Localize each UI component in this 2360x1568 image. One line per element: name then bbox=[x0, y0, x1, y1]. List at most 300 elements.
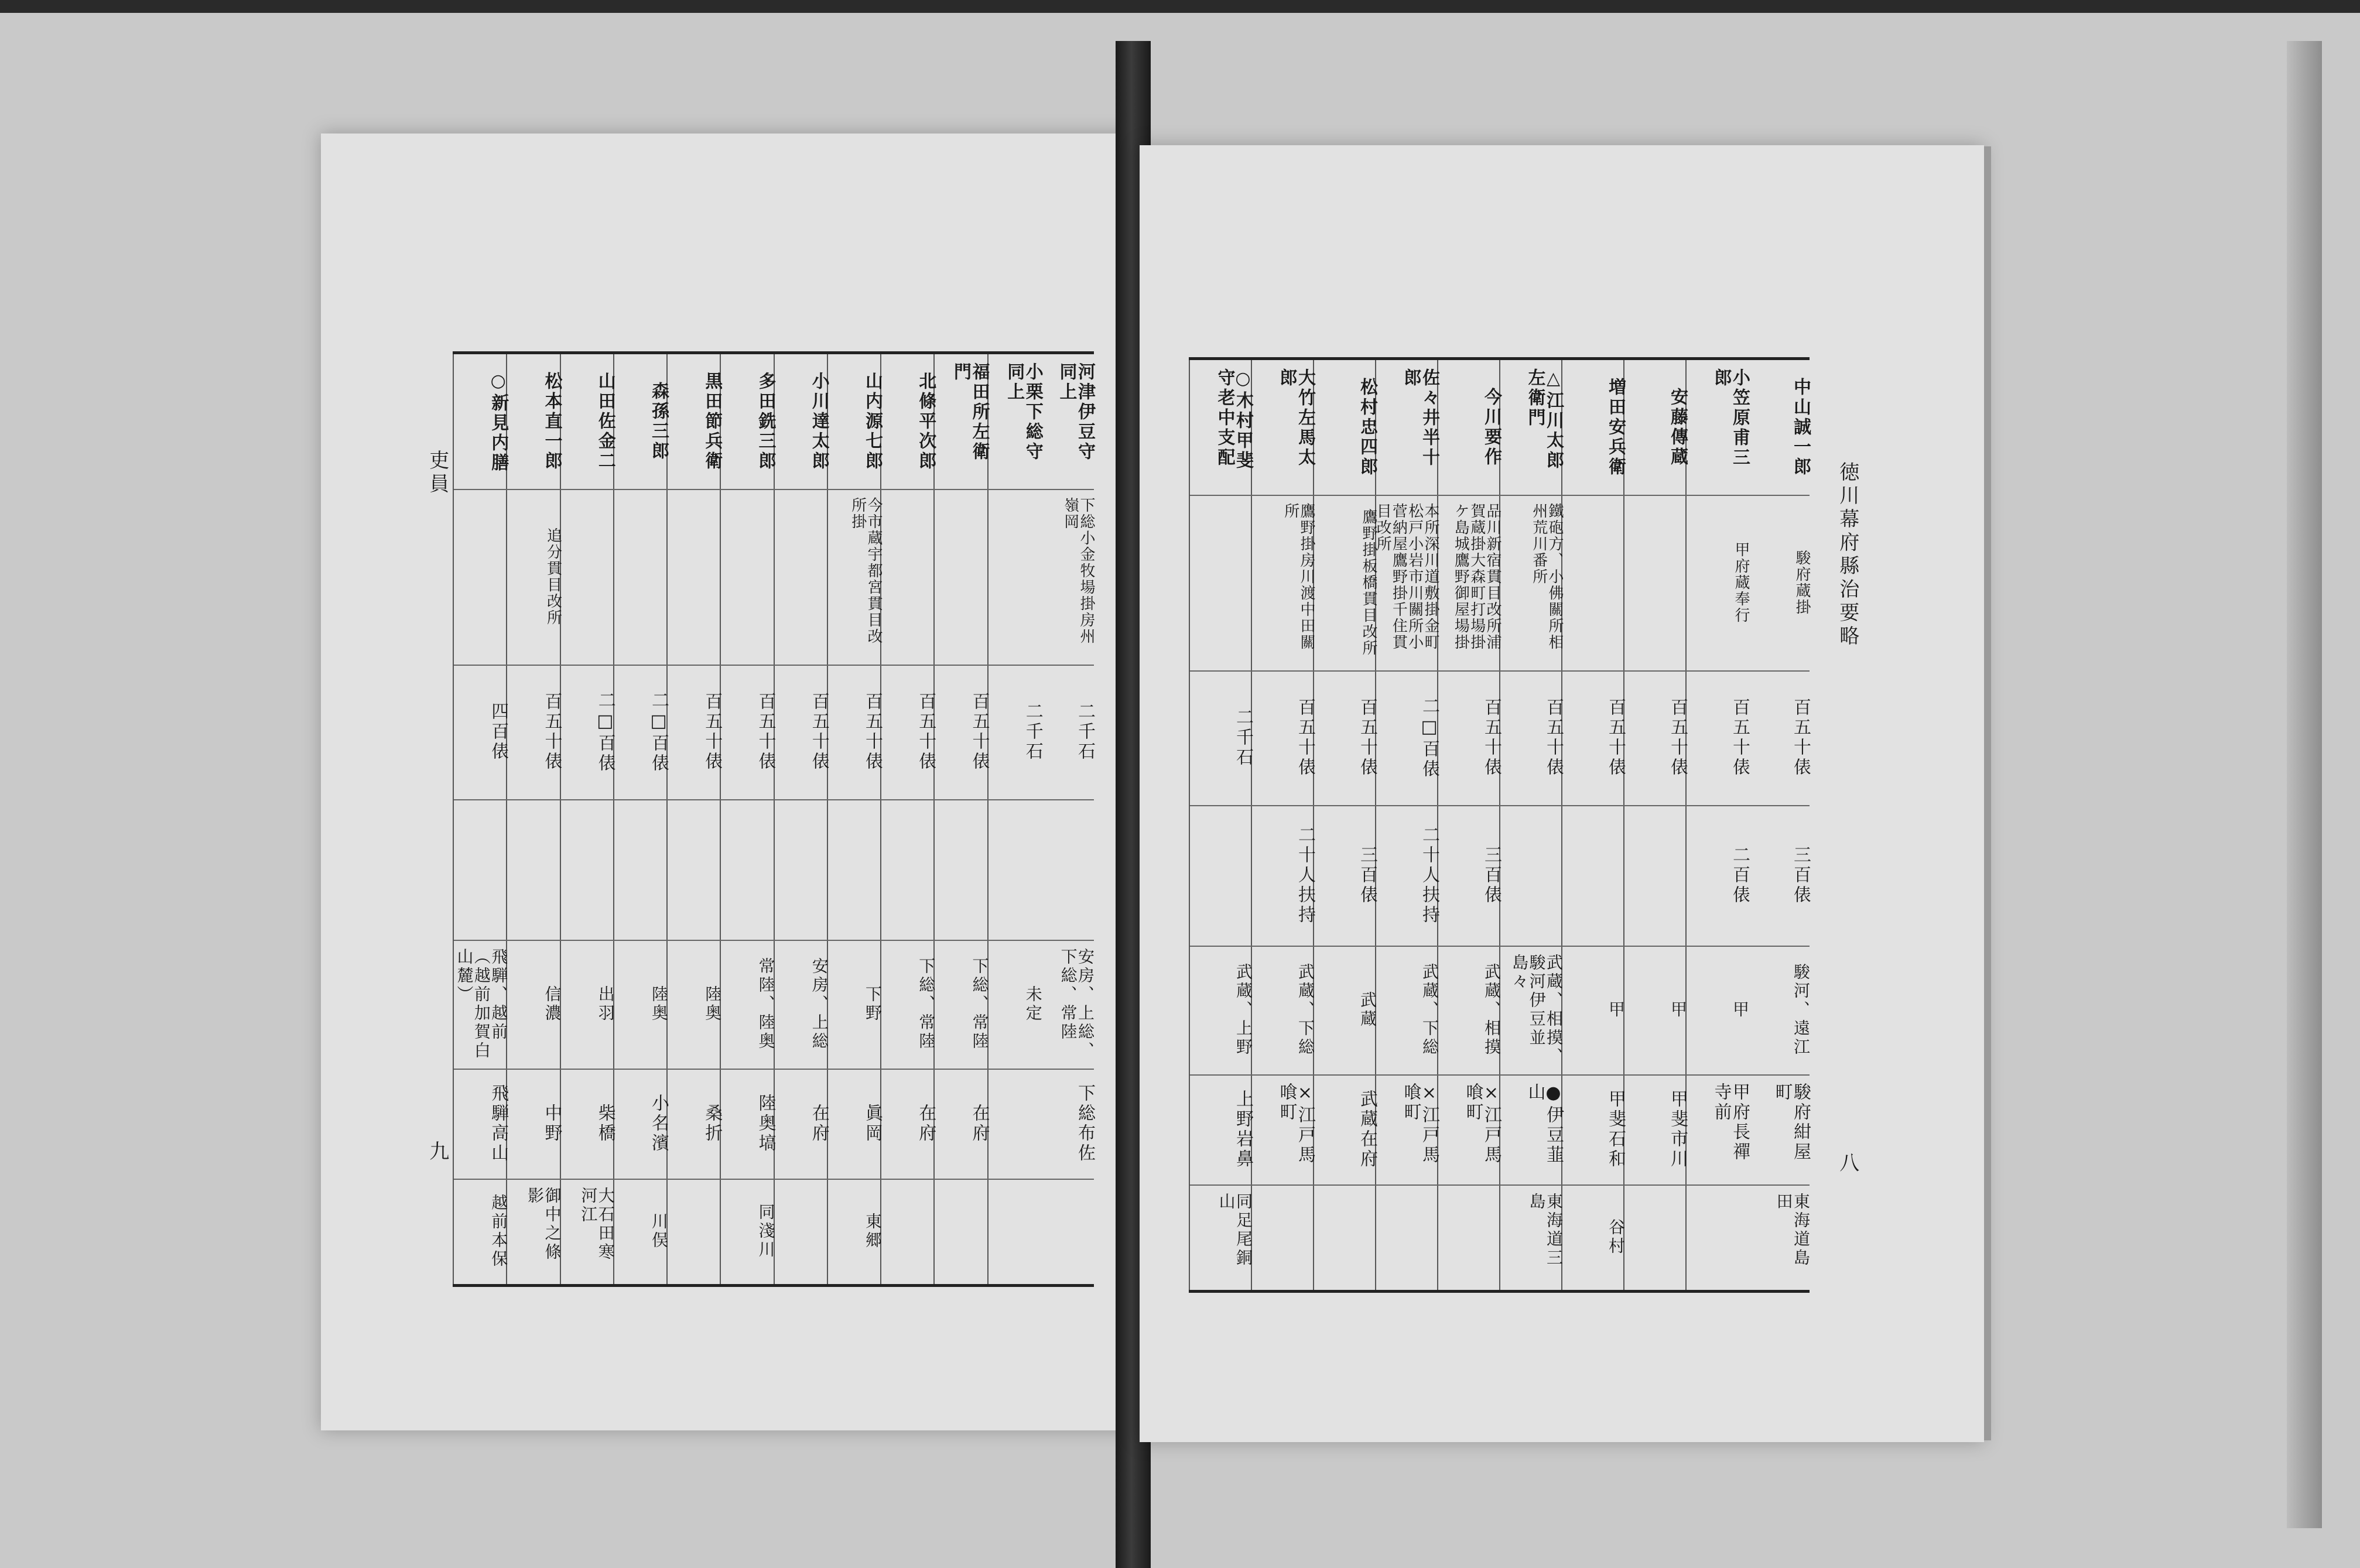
cell-post: 品川新宿貫目改所浦賀蔵掛大森町打場掛ケ島城鷹野御屋場掛 bbox=[1452, 503, 1501, 651]
cell-extra bbox=[1376, 1184, 1438, 1290]
cell-name: 北條平次郎 bbox=[915, 372, 936, 471]
cell-name: 小栗下総守同上 bbox=[1004, 362, 1043, 462]
cell-provinces: 武蔵、下総 bbox=[1296, 963, 1315, 1057]
cell-location: 武蔵在府 bbox=[1357, 1090, 1377, 1169]
cell-post: 鷹野掛房川渡中田關所 bbox=[1281, 503, 1315, 651]
cell-divider bbox=[668, 799, 721, 800]
cell-rank: 二□百俵 bbox=[1419, 696, 1439, 779]
cell-location: 甲斐市川 bbox=[1667, 1090, 1688, 1169]
table-row bbox=[1685, 360, 1749, 1290]
cell-divider bbox=[1687, 805, 1749, 806]
cell-stipend bbox=[721, 799, 774, 940]
cell-provinces: 武蔵、下総 bbox=[1420, 963, 1439, 1057]
cell-divider bbox=[1376, 495, 1438, 496]
cell-divider bbox=[561, 665, 614, 666]
cell-stipend bbox=[454, 799, 507, 940]
cell-divider bbox=[1624, 1074, 1687, 1076]
cell-name: △江川太郎左衛門 bbox=[1524, 368, 1564, 471]
cell-post bbox=[561, 489, 614, 665]
cell-divider bbox=[1041, 799, 1094, 800]
cell-provinces: 安房、上総 bbox=[809, 957, 829, 1051]
cell-name: 多田銑三郎 bbox=[755, 372, 776, 471]
cell-name: 大竹左馬太郎 bbox=[1276, 368, 1315, 468]
cell-extra bbox=[881, 1179, 935, 1284]
cell-divider bbox=[1376, 1074, 1438, 1076]
cell-name: 森孫三郎 bbox=[648, 382, 669, 461]
cell-name: 山内源七郎 bbox=[862, 372, 883, 471]
cell-divider bbox=[1190, 670, 1252, 672]
cell-divider bbox=[1562, 1074, 1624, 1076]
cell-divider bbox=[935, 665, 988, 666]
cell-divider bbox=[1562, 946, 1624, 947]
cell-divider bbox=[1314, 495, 1376, 496]
cell-divider bbox=[1314, 1184, 1376, 1186]
cell-stipend bbox=[614, 799, 668, 940]
table-row bbox=[560, 354, 614, 1284]
cell-provinces: 安房、上総、下総、常陸 bbox=[1058, 948, 1095, 1060]
cell-divider bbox=[828, 940, 881, 941]
cell-name: 今川要作 bbox=[1481, 388, 1501, 467]
cell-divider bbox=[721, 665, 774, 666]
cell-divider bbox=[454, 940, 507, 941]
cell-divider bbox=[989, 665, 1042, 666]
cell-divider bbox=[507, 1069, 560, 1070]
table-row bbox=[1437, 360, 1500, 1290]
cell-divider bbox=[828, 665, 881, 666]
cell-location: 陸奥塙 bbox=[755, 1094, 776, 1153]
cell-divider bbox=[1624, 946, 1687, 947]
table-row bbox=[666, 354, 721, 1284]
cell-divider bbox=[1376, 805, 1438, 806]
cell-provinces: 甲 bbox=[1668, 1001, 1688, 1019]
cell-rank: 百五十俵 bbox=[1605, 698, 1626, 778]
cell-divider bbox=[1438, 495, 1500, 496]
cell-divider bbox=[989, 799, 1042, 800]
cell-divider bbox=[1562, 670, 1624, 672]
cell-divider bbox=[507, 1179, 560, 1180]
cell-divider bbox=[1500, 1184, 1562, 1186]
cell-location: 上野岩鼻 bbox=[1233, 1090, 1253, 1169]
cell-location: 小名濱 bbox=[648, 1094, 669, 1153]
cell-divider bbox=[989, 940, 1042, 941]
table-row bbox=[933, 354, 988, 1284]
cell-divider bbox=[935, 1179, 988, 1180]
right-page-edge bbox=[1984, 146, 1991, 1440]
cell-stipend bbox=[1562, 805, 1624, 946]
cell-divider bbox=[1314, 1074, 1376, 1076]
cell-divider bbox=[1190, 805, 1252, 806]
cell-divider bbox=[1624, 495, 1687, 496]
cell-divider bbox=[561, 489, 614, 490]
cell-location: 眞岡 bbox=[862, 1104, 883, 1144]
cell-post: 今市蔵宇都宮貫目改所掛 bbox=[849, 497, 883, 645]
cell-divider bbox=[668, 1179, 721, 1180]
table-row bbox=[1041, 354, 1094, 1284]
cell-divider bbox=[989, 1069, 1042, 1070]
cell-extra bbox=[1041, 1179, 1094, 1284]
cell-stipend bbox=[1624, 805, 1687, 946]
cell-location: 甲府長禪寺前 bbox=[1711, 1083, 1750, 1162]
cell-post bbox=[668, 489, 721, 665]
cell-extra bbox=[1624, 1184, 1687, 1290]
cell-post bbox=[881, 489, 935, 665]
cell-divider bbox=[668, 489, 721, 490]
cell-divider bbox=[507, 940, 560, 941]
cell-extra: 東海道三島 bbox=[1527, 1193, 1564, 1268]
cell-post bbox=[1624, 495, 1687, 670]
cell-divider bbox=[989, 489, 1042, 490]
cell-rank: 二千石 bbox=[1233, 708, 1253, 768]
cell-extra bbox=[989, 1179, 1042, 1284]
cell-divider bbox=[935, 940, 988, 941]
cell-divider bbox=[1438, 670, 1500, 672]
cell-divider bbox=[1500, 805, 1562, 806]
cell-rank: 百五十俵 bbox=[1481, 698, 1501, 778]
cell-divider bbox=[1624, 670, 1687, 672]
cell-divider bbox=[668, 1069, 721, 1070]
table-row bbox=[880, 354, 935, 1284]
cell-rank: 二千石 bbox=[1022, 702, 1043, 762]
cell-provinces: 武蔵、相摸、駿河伊豆並島々 bbox=[1510, 954, 1564, 1066]
page-stack-edge bbox=[2287, 41, 2322, 1528]
cell-stipend bbox=[507, 799, 560, 940]
cell-rank: 四百俵 bbox=[488, 702, 509, 762]
cell-rank: 二□百俵 bbox=[594, 690, 615, 773]
cell-stipend: 二百俵 bbox=[1729, 845, 1750, 905]
cell-post: 鐵砲方、小佛關所相州荒川番所 bbox=[1530, 503, 1564, 651]
cell-divider bbox=[561, 940, 614, 941]
cell-divider bbox=[561, 799, 614, 800]
cell-stipend: 二十人扶持 bbox=[1419, 826, 1439, 925]
cell-provinces: 甲 bbox=[1730, 1001, 1750, 1019]
cell-provinces: 下総、常陸 bbox=[970, 957, 990, 1051]
cell-divider bbox=[454, 665, 507, 666]
cell-divider bbox=[828, 799, 881, 800]
cell-divider bbox=[1500, 670, 1562, 672]
cell-divider bbox=[721, 940, 774, 941]
cell-extra: 同足尾銅山 bbox=[1216, 1193, 1253, 1268]
cell-name: 増田安兵衛 bbox=[1605, 378, 1626, 477]
cell-divider bbox=[828, 489, 881, 490]
cell-divider bbox=[828, 1179, 881, 1180]
cell-post: 本所深川道敷掛金町松戸小岩市川關所小菅納屋鷹野掛千住貫目改所 bbox=[1374, 503, 1439, 651]
cell-provinces: 武蔵 bbox=[1358, 991, 1377, 1029]
table-row bbox=[1189, 360, 1252, 1290]
cell-divider bbox=[1252, 946, 1314, 947]
cell-rank: 百五十俵 bbox=[1295, 698, 1315, 778]
cell-rank: 百五十俵 bbox=[915, 692, 936, 772]
table-row bbox=[720, 354, 774, 1284]
cell-divider bbox=[614, 799, 668, 800]
cell-divider bbox=[989, 1179, 1042, 1180]
cell-divider bbox=[1624, 805, 1687, 806]
cell-divider bbox=[507, 489, 560, 490]
cell-divider bbox=[1314, 670, 1376, 672]
cell-divider bbox=[1687, 495, 1749, 496]
cell-divider bbox=[775, 489, 828, 490]
cell-divider bbox=[454, 1069, 507, 1070]
cell-divider bbox=[1500, 1074, 1562, 1076]
cell-name: 福田所左衛門 bbox=[950, 362, 990, 462]
cell-post bbox=[721, 489, 774, 665]
cell-divider bbox=[668, 665, 721, 666]
cell-divider bbox=[561, 1179, 614, 1180]
cell-location: 在府 bbox=[969, 1104, 990, 1144]
cell-extra bbox=[1314, 1184, 1376, 1290]
cell-divider bbox=[935, 489, 988, 490]
cell-extra: 川俣 bbox=[649, 1213, 669, 1250]
cell-divider bbox=[1190, 1074, 1252, 1076]
cell-divider bbox=[721, 1069, 774, 1070]
table-row bbox=[1313, 360, 1376, 1290]
cell-location: 在府 bbox=[915, 1104, 936, 1144]
cell-divider bbox=[775, 940, 828, 941]
cell-name: 中山誠一郎 bbox=[1790, 378, 1811, 477]
right-running-head: 徳川幕府縣治要略 bbox=[1835, 461, 1859, 649]
cell-divider bbox=[507, 665, 560, 666]
cell-name: 安藤傳蔵 bbox=[1667, 388, 1688, 467]
cell-stipend: 三百俵 bbox=[1481, 845, 1501, 905]
cell-divider bbox=[561, 1069, 614, 1070]
cell-name: ○木村甲斐守老中支配 bbox=[1214, 368, 1253, 471]
cell-divider bbox=[1438, 805, 1500, 806]
cell-stipend bbox=[668, 799, 721, 940]
cell-divider bbox=[454, 489, 507, 490]
cell-divider bbox=[1376, 1184, 1438, 1186]
cell-divider bbox=[614, 1069, 668, 1070]
cell-divider bbox=[721, 1179, 774, 1180]
cell-divider bbox=[668, 940, 721, 941]
table-row bbox=[453, 354, 507, 1284]
cell-provinces: 下総、常陸 bbox=[916, 957, 936, 1051]
cell-divider bbox=[614, 940, 668, 941]
right-page bbox=[1140, 145, 1984, 1442]
cell-extra bbox=[1438, 1184, 1500, 1290]
cell-post: 追分貫目改所 bbox=[544, 528, 562, 626]
cell-divider bbox=[1376, 946, 1438, 947]
cell-location: 甲斐石和 bbox=[1605, 1090, 1626, 1169]
cell-divider bbox=[881, 940, 935, 941]
cell-divider bbox=[721, 489, 774, 490]
cell-divider bbox=[454, 799, 507, 800]
table-row bbox=[613, 354, 668, 1284]
cell-divider bbox=[828, 1069, 881, 1070]
table-row bbox=[774, 354, 828, 1284]
cell-provinces: 信濃 bbox=[542, 985, 562, 1023]
cell-location: ×江戸馬喰町 bbox=[1462, 1083, 1501, 1165]
cell-divider bbox=[1041, 1179, 1094, 1180]
cell-divider bbox=[881, 1069, 935, 1070]
cell-divider bbox=[1500, 946, 1562, 947]
cell-provinces: 未定 bbox=[1023, 985, 1043, 1023]
right-page-number: 八 bbox=[1835, 1152, 1859, 1172]
cell-divider bbox=[775, 1179, 828, 1180]
table-row bbox=[1375, 360, 1438, 1290]
cell-name: 小笠原甫三郎 bbox=[1711, 368, 1750, 468]
cell-divider bbox=[775, 799, 828, 800]
cell-extra: 御中之條影 bbox=[525, 1187, 562, 1262]
cell-extra: 越前本保 bbox=[489, 1194, 509, 1269]
cell-divider bbox=[1747, 670, 1810, 672]
cell-divider bbox=[1500, 495, 1562, 496]
cell-stipend: 三百俵 bbox=[1790, 845, 1811, 905]
cell-post bbox=[775, 489, 828, 665]
left-page bbox=[321, 133, 1135, 1430]
cell-extra bbox=[668, 1179, 721, 1284]
cell-divider bbox=[1624, 1184, 1687, 1186]
cell-location: 在府 bbox=[808, 1104, 829, 1144]
cell-provinces: 武蔵、上野 bbox=[1234, 963, 1253, 1057]
cell-extra: 同淺川 bbox=[756, 1203, 776, 1259]
cell-divider bbox=[1041, 665, 1094, 666]
table-row bbox=[827, 354, 881, 1284]
cell-divider bbox=[1190, 495, 1252, 496]
cell-location: 桑折 bbox=[702, 1104, 723, 1144]
cell-rank: 二千石 bbox=[1075, 702, 1095, 762]
cell-stipend bbox=[989, 799, 1042, 940]
cell-extra: 東海道島田 bbox=[1774, 1193, 1811, 1268]
cell-stipend bbox=[1041, 799, 1094, 940]
cell-name: 河津伊豆守同上 bbox=[1056, 362, 1095, 462]
cell-divider bbox=[1041, 940, 1094, 941]
cell-divider bbox=[614, 489, 668, 490]
table-row bbox=[987, 354, 1042, 1284]
left-running-head: 吏員 bbox=[425, 450, 449, 497]
cell-provinces: 飛騨、越前（越前加賀白山麓） bbox=[454, 948, 509, 1060]
cell-divider bbox=[881, 489, 935, 490]
cell-rank: 百五十俵 bbox=[755, 692, 776, 772]
cell-divider bbox=[881, 799, 935, 800]
cell-divider bbox=[1314, 805, 1376, 806]
cell-provinces: 武蔵、相摸 bbox=[1482, 963, 1501, 1057]
cell-divider bbox=[1687, 670, 1749, 672]
top-border bbox=[0, 0, 2360, 13]
cell-divider bbox=[1747, 1184, 1810, 1186]
cell-stipend bbox=[1190, 805, 1252, 946]
cell-rank: 百五十俵 bbox=[808, 692, 829, 772]
cell-post bbox=[1562, 495, 1624, 670]
cell-divider bbox=[1041, 1069, 1094, 1070]
cell-location: 駿府紺屋町 bbox=[1771, 1083, 1811, 1162]
cell-location: ×江戸馬喰町 bbox=[1276, 1083, 1315, 1165]
cell-rank: 百五十俵 bbox=[1543, 698, 1564, 778]
cell-divider bbox=[1252, 670, 1314, 672]
cell-divider bbox=[775, 1069, 828, 1070]
cell-provinces: 駿河、遠江 bbox=[1791, 963, 1811, 1057]
left-ledger-table bbox=[453, 351, 1094, 1287]
cell-location: 飛騨高山 bbox=[488, 1084, 509, 1163]
cell-post bbox=[454, 489, 507, 665]
cell-divider bbox=[1252, 495, 1314, 496]
cell-divider bbox=[1438, 946, 1500, 947]
cell-stipend bbox=[561, 799, 614, 940]
table-row bbox=[1747, 360, 1810, 1290]
cell-divider bbox=[1438, 1184, 1500, 1186]
cell-location: 中野 bbox=[541, 1104, 562, 1144]
cell-divider bbox=[454, 1179, 507, 1180]
cell-divider bbox=[1562, 1184, 1624, 1186]
cell-extra: 大石田寒河江 bbox=[579, 1187, 615, 1262]
cell-divider bbox=[1376, 670, 1438, 672]
right-ledger-table bbox=[1189, 357, 1810, 1293]
cell-divider bbox=[1687, 1184, 1749, 1186]
cell-divider bbox=[1747, 805, 1810, 806]
cell-divider bbox=[1747, 1074, 1810, 1076]
cell-provinces: 甲 bbox=[1606, 1001, 1626, 1019]
cell-rank: 百五十俵 bbox=[1729, 698, 1750, 778]
cell-divider bbox=[1252, 1184, 1314, 1186]
cell-divider bbox=[935, 1069, 988, 1070]
cell-divider bbox=[1252, 1074, 1314, 1076]
cell-divider bbox=[1314, 946, 1376, 947]
cell-rank: 百五十俵 bbox=[969, 692, 990, 772]
cell-post: 鷹野掛板橋貫目改所 bbox=[1360, 509, 1377, 656]
cell-rank: 百五十俵 bbox=[1357, 698, 1377, 778]
cell-divider bbox=[1747, 946, 1810, 947]
table-row bbox=[1561, 360, 1624, 1290]
cell-post: 甲府蔵奉行 bbox=[1732, 542, 1750, 624]
cell-post bbox=[614, 489, 668, 665]
cell-name: 松本直一郎 bbox=[541, 372, 562, 471]
cell-name: 松村忠四郎 bbox=[1357, 378, 1377, 477]
cell-name: 小川達太郎 bbox=[808, 372, 829, 471]
cell-provinces: 下野 bbox=[863, 985, 883, 1023]
cell-divider bbox=[935, 799, 988, 800]
cell-stipend bbox=[775, 799, 828, 940]
cell-divider bbox=[1438, 1074, 1500, 1076]
cell-location: ●伊豆韮山 bbox=[1524, 1083, 1564, 1165]
cell-divider bbox=[775, 665, 828, 666]
cell-rank: 百五十俵 bbox=[541, 692, 562, 772]
table-row bbox=[1499, 360, 1562, 1290]
cell-name: 黒田節兵衛 bbox=[702, 372, 723, 471]
cell-divider bbox=[1190, 1184, 1252, 1186]
cell-divider bbox=[1041, 489, 1094, 490]
cell-extra: 谷村 bbox=[1606, 1218, 1626, 1256]
cell-stipend bbox=[828, 799, 881, 940]
cell-divider bbox=[1190, 946, 1252, 947]
cell-stipend bbox=[881, 799, 935, 940]
cell-post: 駿府蔵掛 bbox=[1793, 550, 1811, 615]
cell-rank: 百五十俵 bbox=[1790, 698, 1811, 778]
cell-extra bbox=[1252, 1184, 1314, 1290]
cell-divider bbox=[614, 665, 668, 666]
cell-extra bbox=[775, 1179, 828, 1284]
cell-extra bbox=[1687, 1184, 1749, 1290]
table-row bbox=[506, 354, 560, 1284]
cell-name: ○新見内膳 bbox=[488, 370, 509, 473]
cell-post: 下総小金牧場掛房州嶺岡 bbox=[1061, 497, 1095, 645]
cell-name: 山田佐金二 bbox=[594, 372, 615, 471]
cell-stipend bbox=[935, 799, 988, 940]
cell-divider bbox=[614, 1179, 668, 1180]
left-page-number: 九 bbox=[425, 1141, 449, 1160]
cell-location: 柴橋 bbox=[594, 1104, 615, 1144]
cell-divider bbox=[507, 799, 560, 800]
cell-provinces: 陸奥 bbox=[649, 985, 669, 1023]
cell-extra: 東郷 bbox=[863, 1213, 883, 1250]
cell-divider bbox=[1687, 1074, 1749, 1076]
cell-provinces: 常陸、陸奥 bbox=[756, 957, 776, 1051]
cell-divider bbox=[1747, 495, 1810, 496]
cell-rank: 百五十俵 bbox=[702, 692, 723, 772]
cell-rank: 百五十俵 bbox=[1667, 698, 1688, 778]
cell-extra bbox=[935, 1179, 988, 1284]
cell-stipend: 二十人扶持 bbox=[1295, 826, 1315, 925]
cell-divider bbox=[1687, 946, 1749, 947]
cell-divider bbox=[721, 799, 774, 800]
table-row bbox=[1251, 360, 1314, 1290]
